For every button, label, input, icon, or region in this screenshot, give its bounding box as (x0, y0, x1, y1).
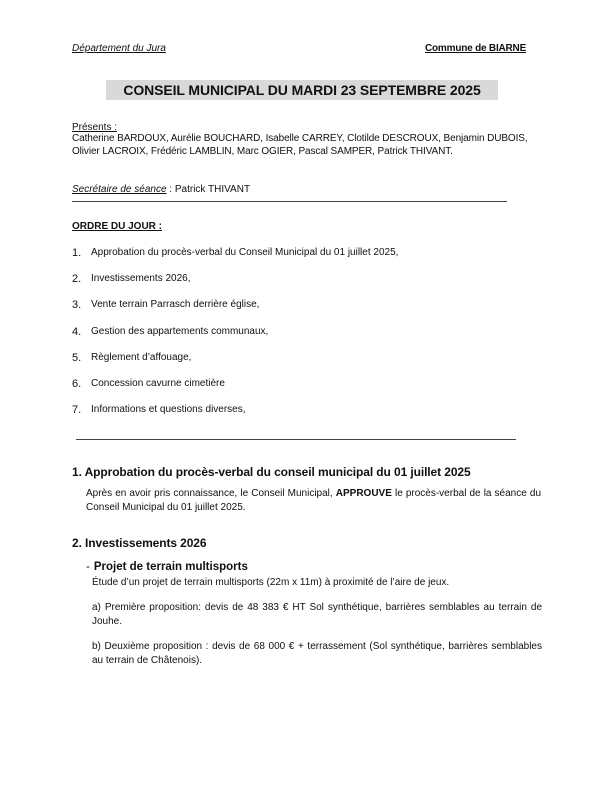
presents-names: Catherine BARDOUX, Aurélie BOUCHARD, Isabelle CARREY, Clotilde DESCROUX, Benjamin DUBOIS, Olivier LACROIX, Frédéric LAMBLIN, Marc OGIER, Pascal SAMPER, Patrick THIVANT. (72, 133, 528, 157)
agenda-item-text: Vente terrain Parrasch derrière église, (91, 299, 260, 311)
agenda-item (72, 404, 542, 430)
secretaire-line (72, 184, 250, 195)
agenda-item-number: 6. (72, 377, 82, 390)
agenda-item (72, 378, 542, 404)
divider (76, 439, 516, 440)
section-2-option-a: a) Première proposition: devis de 48 383 € HT Sol synthétique, barrières semblables au terrain de Jouhe. (92, 602, 542, 627)
subtitle-text: Projet de terrain multisports (93, 561, 248, 573)
section-1-title: 1. Approbation du procès-verbal du conseil municipal du 01 juillet 2025 (72, 465, 471, 479)
document-title: CONSEIL MUNICIPAL DU MARDI 23 SEPTEMBRE 2025 (106, 80, 498, 100)
agenda-item (72, 299, 542, 325)
agenda-item (72, 273, 542, 299)
agenda-item-text: Approbation du procès-verbal du Conseil Municipal du 01 juillet 2025, (91, 247, 399, 258)
section-2-subtitle (86, 561, 248, 573)
commune-label: Commune de BIARNE (425, 43, 527, 54)
secretaire-label: Secrétaire de séance (72, 184, 167, 195)
departement-label: Département du Jura (72, 43, 166, 54)
agenda-item-number: 5. (72, 351, 82, 364)
agenda-item-number: 3. (72, 299, 82, 312)
presents-heading (72, 122, 117, 133)
ordre-du-jour-heading: ORDRE DU JOUR : (72, 221, 163, 232)
agenda-item-text: Règlement d’affouage, (91, 351, 192, 363)
agenda-item-text: Concession cavurne cimetière (91, 377, 225, 389)
agenda-item-text: Investissements 2026, (91, 273, 191, 285)
agenda-item-number: 4. (72, 325, 82, 338)
agenda-list (72, 247, 542, 430)
secretaire-value: : Patrick THIVANT (166, 184, 251, 195)
agenda-item-number: 1. (72, 247, 82, 259)
section-2-title: 2. Investissements 2026 (72, 536, 207, 550)
agenda-item (72, 326, 542, 352)
section-1-text-after: le procès-verbal de la séance du Conseil Municipal du 01 juillet 2025. (86, 488, 542, 513)
agenda-item-number: 2. (72, 273, 82, 286)
agenda-item-text: Gestion des appartements communaux, (91, 325, 269, 337)
section-2-intro: Étude d’un projet de terrain multisports (22m x 11m) à proximité de l’aire de jeux. (92, 577, 450, 588)
divider (72, 201, 507, 202)
agenda-item (72, 352, 542, 378)
subtitle-dash: - (86, 561, 90, 573)
agenda-item-number: 7. (72, 404, 82, 417)
agenda-item-text: Informations et questions diverses, (91, 404, 246, 416)
presents-label: Présents (72, 122, 112, 133)
section-1-approuve: APPROUVE (335, 488, 392, 499)
section-1-paragraph (86, 487, 541, 514)
presents-colon: : (111, 122, 118, 133)
agenda-item (72, 247, 542, 273)
section-2-option-b: b) Deuxième proposition : devis de 68 000 € + terrassement (Sol synthétique, barrières semblables au terrain de Châtenois). (92, 641, 542, 666)
section-1-text-before: Après en avoir pris connaissance, le Conseil Municipal, (86, 488, 336, 499)
